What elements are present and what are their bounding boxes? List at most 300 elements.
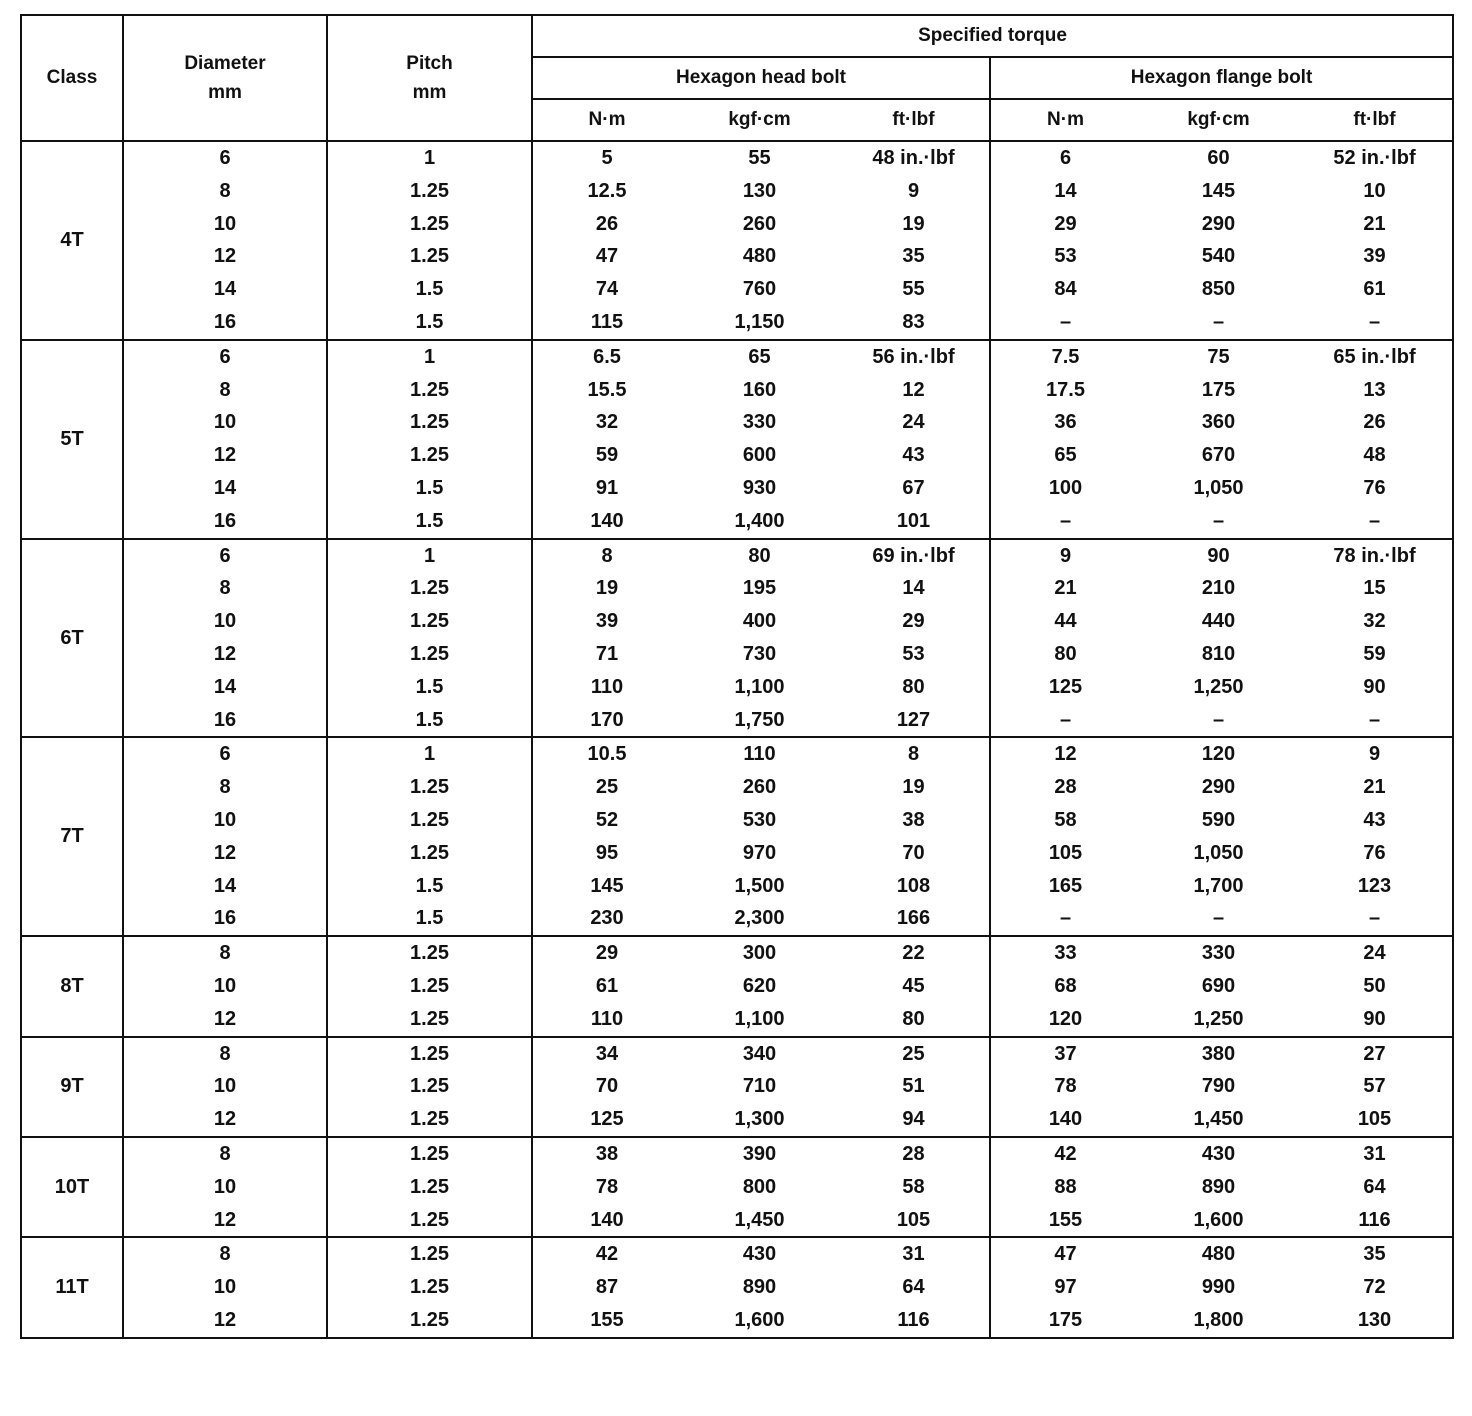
head-ftlbf-cell: 19 <box>902 776 925 799</box>
head-ftlbf-cell: 58 <box>902 1175 925 1198</box>
head-nm-cell: 12.5 <box>587 179 627 202</box>
table-row <box>21 1271 1453 1304</box>
pitch-cell: 1.5 <box>327 472 532 505</box>
flange-ftlbf-cell: 32 <box>1297 605 1453 638</box>
head-kgfcm-cell: 1,500 <box>734 874 785 897</box>
flange-nm-cell: 175 <box>990 1304 1140 1338</box>
flange-nm-cell: 47 <box>990 1237 1140 1271</box>
diameter-cell: 14 <box>123 671 327 704</box>
head-ftlbf-cell: 25 <box>838 1037 990 1071</box>
pitch-cell: 1.25 <box>327 1271 532 1304</box>
flange-kgfcm-cell: 175 <box>1201 378 1236 401</box>
head-ftlbf-cell: 28 <box>838 1137 990 1171</box>
flange-nm-cell: 12 <box>990 737 1140 771</box>
diameter-header-label: Diameter <box>184 52 266 74</box>
pitch-cell: 1.25 <box>327 605 532 638</box>
head-nm-cell: 87 <box>595 1276 619 1299</box>
table-row <box>21 141 1453 175</box>
diameter-cell: 16 <box>123 505 327 539</box>
pitch-cell: 1.25 <box>327 837 532 870</box>
unit-header-cell: N·m <box>532 99 681 141</box>
flange-nm-cell: 29 <box>990 208 1140 241</box>
torque-specification-table <box>20 14 1454 1339</box>
table-row <box>21 605 1453 638</box>
head-ftlbf-cell: 69 in.·lbf <box>838 539 990 573</box>
head-kgfcm-cell: 300 <box>681 936 838 970</box>
diameter-header-unit: mm <box>208 82 242 103</box>
pitch-cell: 1.5 <box>327 870 532 903</box>
flange-nm-cell: 44 <box>990 605 1140 638</box>
flange-nm-cell: 42 <box>990 1137 1140 1171</box>
flange-kgfcm-cell: 1,800 <box>1140 1304 1297 1338</box>
flange-nm-cell: 58 <box>990 804 1140 837</box>
diameter-cell: 12 <box>123 240 327 273</box>
head-ftlbf-cell: 12 <box>902 378 925 401</box>
flange-nm-cell: 53 <box>990 240 1140 273</box>
flange-nm-cell: 36 <box>990 406 1140 439</box>
flange-nm-cell: 165 <box>990 870 1140 903</box>
head-kgfcm-cell: 1,600 <box>681 1304 838 1338</box>
diameter-cell: 10 <box>123 605 327 638</box>
flange-kgfcm-cell: 1,600 <box>1193 1208 1244 1231</box>
table-row <box>21 837 1453 870</box>
head-kgfcm-cell: 1,300 <box>734 1108 785 1131</box>
diameter-cell: 8 <box>123 572 327 605</box>
head-nm-cell: 29 <box>532 936 681 970</box>
head-nm-cell: 10.5 <box>532 737 681 771</box>
table-row <box>21 902 1453 936</box>
table-row <box>21 804 1453 837</box>
head-kgfcm-cell: 110 <box>681 737 838 771</box>
pitch-cell: 1.25 <box>327 1304 532 1338</box>
flange-ftlbf-cell: 65 in.·lbf <box>1297 340 1453 374</box>
head-kgfcm-cell: 1,100 <box>734 1007 785 1030</box>
pitch-cell: 1.25 <box>327 1171 532 1204</box>
flange-ftlbf-cell: 50 <box>1297 970 1453 1003</box>
flange-kgfcm-cell: 990 <box>1201 1276 1236 1299</box>
diameter-cell: 10 <box>123 406 327 439</box>
flange-ftlbf-cell: 52 in.·lbf <box>1297 141 1453 175</box>
head-ftlbf-cell: 9 <box>907 179 920 202</box>
head-kgfcm-cell: 260 <box>742 212 777 235</box>
head-nm-cell: 155 <box>532 1304 681 1338</box>
flange-ftlbf-cell: 26 <box>1297 406 1453 439</box>
flange-ftlbf-cell: 123 <box>1297 870 1453 903</box>
class-header: Class <box>21 15 123 141</box>
head-ftlbf-cell: 14 <box>902 577 925 600</box>
flange-nm-cell: 120 <box>990 1003 1140 1037</box>
pitch-cell: 1.25 <box>327 406 532 439</box>
head-nm-cell: 59 <box>595 444 619 467</box>
hexagon-flange-bolt-header: Hexagon flange bolt <box>990 57 1453 99</box>
diameter-cell: 8 <box>123 374 327 407</box>
flange-ftlbf-cell: 61 <box>1297 273 1453 306</box>
head-ftlbf-cell: 83 <box>902 310 925 333</box>
head-ftlbf-cell: 22 <box>838 936 990 970</box>
head-ftlbf-cell: 166 <box>896 907 931 930</box>
flange-nm-cell: 78 <box>990 1070 1140 1103</box>
flange-ftlbf-cell: 116 <box>1297 1204 1453 1238</box>
head-ftlbf-cell: 105 <box>896 1208 931 1231</box>
flange-ftlbf-cell: 13 <box>1297 374 1453 407</box>
pitch-header <box>327 15 532 141</box>
diameter-cell: 12 <box>123 837 327 870</box>
head-nm-cell: 42 <box>532 1237 681 1271</box>
pitch-cell: 1 <box>327 737 532 771</box>
head-kgfcm-cell: 55 <box>748 147 771 169</box>
head-kgfcm-cell: 400 <box>742 610 777 633</box>
flange-ftlbf-cell: 35 <box>1297 1237 1453 1271</box>
flange-ftlbf-cell: 39 <box>1297 240 1453 273</box>
head-nm-cell: 47 <box>595 245 619 268</box>
diameter-header <box>123 15 327 141</box>
head-nm-cell: 170 <box>590 708 624 731</box>
flange-kgfcm-cell: 440 <box>1201 610 1236 633</box>
table-row <box>21 771 1453 804</box>
table-row <box>21 572 1453 605</box>
flange-nm-cell: 100 <box>990 472 1140 505</box>
pitch-cell: 1.25 <box>327 1003 532 1037</box>
diameter-cell: 8 <box>123 1137 327 1171</box>
flange-nm-cell: – <box>990 306 1140 340</box>
head-kgfcm-cell: 890 <box>742 1276 777 1299</box>
head-nm-cell: 78 <box>595 1175 619 1198</box>
flange-ftlbf-cell: 64 <box>1297 1171 1453 1204</box>
head-ftlbf-cell: 67 <box>902 476 925 499</box>
flange-kgfcm-cell: 810 <box>1201 642 1236 665</box>
head-ftlbf-cell: 8 <box>838 737 990 771</box>
pitch-cell: 1.25 <box>327 638 532 671</box>
flange-nm-cell: – <box>990 505 1140 539</box>
specified-torque-header: Specified torque <box>532 15 1453 57</box>
flange-ftlbf-cell: 90 <box>1297 1003 1453 1037</box>
pitch-cell: 1.5 <box>327 505 532 539</box>
unit-header-cell: ft·lbf <box>838 99 990 141</box>
flange-ftlbf-cell: 21 <box>1297 208 1453 241</box>
table-row <box>21 472 1453 505</box>
flange-nm-cell: 97 <box>990 1271 1140 1304</box>
diameter-cell: 16 <box>123 306 327 340</box>
table-row <box>21 240 1453 273</box>
table-row <box>21 406 1453 439</box>
head-ftlbf-cell: 108 <box>896 874 931 897</box>
class-cell: 6T <box>21 539 123 738</box>
head-nm-cell: 32 <box>595 411 619 434</box>
head-nm-cell: 70 <box>595 1075 619 1098</box>
table-row <box>21 638 1453 671</box>
flange-kgfcm-cell: 75 <box>1140 340 1297 374</box>
head-nm-cell: 110 <box>590 1007 624 1030</box>
head-ftlbf-cell: 43 <box>902 444 925 467</box>
flange-kgfcm-cell: 790 <box>1201 1075 1236 1098</box>
diameter-cell: 12 <box>123 439 327 472</box>
head-kgfcm-cell: 730 <box>742 642 777 665</box>
head-kgfcm-cell: 65 <box>681 340 838 374</box>
diameter-cell: 16 <box>123 902 327 936</box>
table-row <box>21 273 1453 306</box>
flange-nm-cell: 88 <box>990 1171 1140 1204</box>
table-row <box>21 505 1453 539</box>
head-ftlbf-cell: 35 <box>902 245 925 268</box>
head-kgfcm-cell: 530 <box>742 808 777 831</box>
head-nm-cell: 145 <box>590 874 624 897</box>
flange-ftlbf-cell: 57 <box>1297 1070 1453 1103</box>
pitch-cell: 1.25 <box>327 771 532 804</box>
head-nm-cell: 25 <box>595 776 619 799</box>
diameter-cell: 6 <box>123 141 327 175</box>
flange-kgfcm-cell: 480 <box>1140 1237 1297 1271</box>
flange-kgfcm-cell: 120 <box>1140 737 1297 771</box>
head-ftlbf-cell: 70 <box>902 841 925 864</box>
table-row <box>21 737 1453 771</box>
table-row <box>21 671 1453 704</box>
flange-nm-cell: 68 <box>990 970 1140 1003</box>
flange-ftlbf-cell: 72 <box>1297 1271 1453 1304</box>
table-row <box>21 970 1453 1003</box>
head-ftlbf-cell: 55 <box>902 278 925 301</box>
flange-ftlbf-cell: 105 <box>1297 1103 1453 1137</box>
head-nm-cell: 125 <box>590 1108 624 1131</box>
flange-ftlbf-cell: – <box>1297 902 1453 936</box>
flange-kgfcm-cell: 210 <box>1201 577 1236 600</box>
head-kgfcm-cell: 340 <box>681 1037 838 1071</box>
table-row <box>21 1171 1453 1204</box>
diameter-cell: 14 <box>123 870 327 903</box>
diameter-cell: 14 <box>123 472 327 505</box>
diameter-cell: 14 <box>123 273 327 306</box>
flange-nm-cell: 80 <box>990 638 1140 671</box>
flange-kgfcm-cell: 1,050 <box>1193 841 1244 864</box>
flange-kgfcm-cell: 670 <box>1201 444 1236 467</box>
pitch-cell: 1.25 <box>327 1070 532 1103</box>
diameter-cell: 12 <box>123 1304 327 1338</box>
diameter-cell: 8 <box>123 936 327 970</box>
flange-ftlbf-cell: – <box>1297 505 1453 539</box>
pitch-cell: 1.25 <box>327 1237 532 1271</box>
head-ftlbf-cell: 94 <box>902 1108 925 1131</box>
flange-nm-cell: 140 <box>990 1103 1140 1137</box>
class-cell: 8T <box>21 936 123 1036</box>
flange-nm-cell: 105 <box>990 837 1140 870</box>
pitch-cell: 1.25 <box>327 439 532 472</box>
flange-ftlbf-cell: 78 in.·lbf <box>1297 539 1453 573</box>
diameter-cell: 12 <box>123 638 327 671</box>
head-kgfcm-cell: 620 <box>742 974 777 997</box>
flange-ftlbf-cell: 31 <box>1297 1137 1453 1171</box>
table-row <box>21 439 1453 472</box>
flange-ftlbf-cell: 76 <box>1297 472 1453 505</box>
flange-kgfcm-cell: – <box>1212 907 1225 930</box>
head-ftlbf-cell: 45 <box>902 974 925 997</box>
flange-ftlbf-cell: 24 <box>1297 936 1453 970</box>
pitch-cell: 1.5 <box>327 902 532 936</box>
head-kgfcm-cell: 260 <box>742 776 777 799</box>
head-nm-cell: 74 <box>595 278 619 301</box>
flange-ftlbf-cell: – <box>1297 306 1453 340</box>
diameter-cell: 8 <box>123 771 327 804</box>
table-row <box>21 374 1453 407</box>
table-row <box>21 936 1453 970</box>
flange-kgfcm-cell: 60 <box>1207 147 1230 169</box>
table-row <box>21 175 1453 208</box>
head-nm-cell: 34 <box>532 1037 681 1071</box>
flange-kgfcm-cell: 590 <box>1201 808 1236 831</box>
diameter-cell: 8 <box>123 175 327 208</box>
head-kgfcm-cell: 2,300 <box>734 907 785 930</box>
head-kgfcm-cell: 330 <box>742 411 777 434</box>
pitch-cell: 1.25 <box>327 970 532 1003</box>
head-ftlbf-cell: 80 <box>902 1007 925 1030</box>
pitch-header-label: Pitch <box>406 52 453 74</box>
pitch-cell: 1.5 <box>327 704 532 738</box>
flange-kgfcm-cell: 145 <box>1201 179 1236 202</box>
flange-kgfcm-cell: 290 <box>1201 776 1236 799</box>
flange-ftlbf-cell: 76 <box>1297 837 1453 870</box>
head-kgfcm-cell: 1,100 <box>734 675 785 698</box>
flange-kgfcm-cell: 90 <box>1140 539 1297 573</box>
flange-nm-cell: 125 <box>990 671 1140 704</box>
head-nm-cell: 140 <box>590 1208 624 1231</box>
pitch-cell: 1.25 <box>327 240 532 273</box>
head-ftlbf-cell: 80 <box>902 675 925 698</box>
head-kgfcm-cell: 930 <box>742 476 777 499</box>
head-kgfcm-cell: 390 <box>681 1137 838 1171</box>
unit-header-cell: kgf·cm <box>681 99 838 141</box>
head-nm-cell: 5 <box>601 147 613 169</box>
head-nm-cell: 95 <box>595 841 619 864</box>
head-nm-cell: 39 <box>595 610 619 633</box>
diameter-cell: 12 <box>123 1204 327 1238</box>
pitch-cell: 1 <box>327 340 532 374</box>
diameter-cell: 12 <box>123 1103 327 1137</box>
flange-kgfcm-cell: 850 <box>1201 278 1236 301</box>
pitch-cell: 1.25 <box>327 374 532 407</box>
flange-nm-cell: 65 <box>990 439 1140 472</box>
table-row <box>21 1204 1453 1238</box>
flange-nm-cell: 21 <box>990 572 1140 605</box>
flange-nm-cell: – <box>990 902 1140 936</box>
pitch-cell: 1.5 <box>327 671 532 704</box>
flange-kgfcm-cell: 330 <box>1140 936 1297 970</box>
flange-kgfcm-cell: – <box>1212 310 1225 333</box>
head-ftlbf-cell: 24 <box>902 411 925 434</box>
flange-nm-cell: 9 <box>990 539 1140 573</box>
flange-kgfcm-cell: 1,250 <box>1193 1007 1244 1030</box>
flange-kgfcm-cell: 380 <box>1140 1037 1297 1071</box>
table-row <box>21 340 1453 374</box>
flange-kgfcm-cell: 1,450 <box>1193 1108 1244 1131</box>
head-nm-cell: 26 <box>595 212 619 235</box>
head-ftlbf-cell: 31 <box>838 1237 990 1271</box>
class-cell: 10T <box>21 1137 123 1237</box>
diameter-cell: 6 <box>123 539 327 573</box>
flange-kgfcm-cell: – <box>1212 509 1225 532</box>
head-ftlbf-cell: 56 in.·lbf <box>838 340 990 374</box>
head-kgfcm-cell: 1,450 <box>734 1208 785 1231</box>
pitch-cell: 1.25 <box>327 1103 532 1137</box>
flange-kgfcm-cell: 890 <box>1201 1175 1236 1198</box>
head-nm-cell: 38 <box>532 1137 681 1171</box>
flange-ftlbf-cell: – <box>1297 704 1453 738</box>
head-ftlbf-cell: 51 <box>902 1075 925 1098</box>
head-nm-cell: 140 <box>590 509 624 532</box>
head-ftlbf-cell: 48 in.·lbf <box>872 147 955 169</box>
flange-nm-cell: 28 <box>990 771 1140 804</box>
pitch-cell: 1.25 <box>327 804 532 837</box>
unit-header-cell: N·m <box>990 99 1140 141</box>
flange-ftlbf-cell: 43 <box>1297 804 1453 837</box>
flange-kgfcm-cell: – <box>1212 708 1225 731</box>
head-kgfcm-cell: 1,750 <box>734 708 785 731</box>
flange-nm-cell: 6 <box>990 141 1140 175</box>
flange-kgfcm-cell: 1,050 <box>1193 476 1244 499</box>
table-row <box>21 1304 1453 1338</box>
flange-kgfcm-cell: 360 <box>1201 411 1236 434</box>
head-kgfcm-cell: 480 <box>742 245 777 268</box>
flange-nm-cell: 7.5 <box>990 340 1140 374</box>
head-nm-cell: 19 <box>595 577 619 600</box>
head-kgfcm-cell: 130 <box>742 179 777 202</box>
flange-nm-cell: 33 <box>990 936 1140 970</box>
flange-kgfcm-cell: 690 <box>1201 974 1236 997</box>
pitch-cell: 1.5 <box>327 306 532 340</box>
table-row <box>21 1137 1453 1171</box>
diameter-cell: 10 <box>123 804 327 837</box>
flange-nm-cell: 37 <box>990 1037 1140 1071</box>
head-kgfcm-cell: 160 <box>742 378 777 401</box>
head-nm-cell: 115 <box>590 310 624 333</box>
flange-nm-cell: 84 <box>990 273 1140 306</box>
head-kgfcm-cell: 760 <box>742 278 777 301</box>
pitch-cell: 1.5 <box>327 273 532 306</box>
diameter-cell: 16 <box>123 704 327 738</box>
head-kgfcm-cell: 800 <box>742 1175 777 1198</box>
head-nm-cell: 61 <box>595 974 619 997</box>
diameter-cell: 12 <box>123 1003 327 1037</box>
table-row <box>21 1037 1453 1071</box>
diameter-cell: 8 <box>123 1037 327 1071</box>
flange-kgfcm-cell: 540 <box>1201 245 1236 268</box>
flange-kgfcm-cell: 1,700 <box>1193 874 1244 897</box>
head-kgfcm-cell: 600 <box>742 444 777 467</box>
class-cell: 7T <box>21 737 123 936</box>
head-ftlbf-cell: 29 <box>902 610 925 633</box>
head-nm-cell: 8 <box>532 539 681 573</box>
diameter-cell: 6 <box>123 340 327 374</box>
diameter-cell: 10 <box>123 1171 327 1204</box>
table-row <box>21 208 1453 241</box>
flange-ftlbf-cell: 48 <box>1297 439 1453 472</box>
pitch-cell: 1 <box>327 539 532 573</box>
flange-kgfcm-cell: 290 <box>1201 212 1236 235</box>
class-cell: 9T <box>21 1037 123 1137</box>
pitch-cell: 1.25 <box>327 208 532 241</box>
head-ftlbf-cell: 116 <box>838 1304 990 1338</box>
flange-ftlbf-cell: 27 <box>1297 1037 1453 1071</box>
head-nm-cell: 52 <box>595 808 619 831</box>
head-kgfcm-cell: 1,400 <box>734 509 785 532</box>
head-ftlbf-cell: 19 <box>902 212 925 235</box>
table-row <box>21 870 1453 903</box>
diameter-cell: 6 <box>123 737 327 771</box>
pitch-cell: 1 <box>327 141 532 175</box>
flange-nm-cell: 17.5 <box>990 374 1140 407</box>
head-kgfcm-cell: 430 <box>681 1237 838 1271</box>
head-ftlbf-cell: 64 <box>902 1276 925 1299</box>
flange-ftlbf-cell: 15 <box>1297 572 1453 605</box>
flange-nm-cell: 155 <box>990 1204 1140 1238</box>
head-kgfcm-cell: 80 <box>681 539 838 573</box>
